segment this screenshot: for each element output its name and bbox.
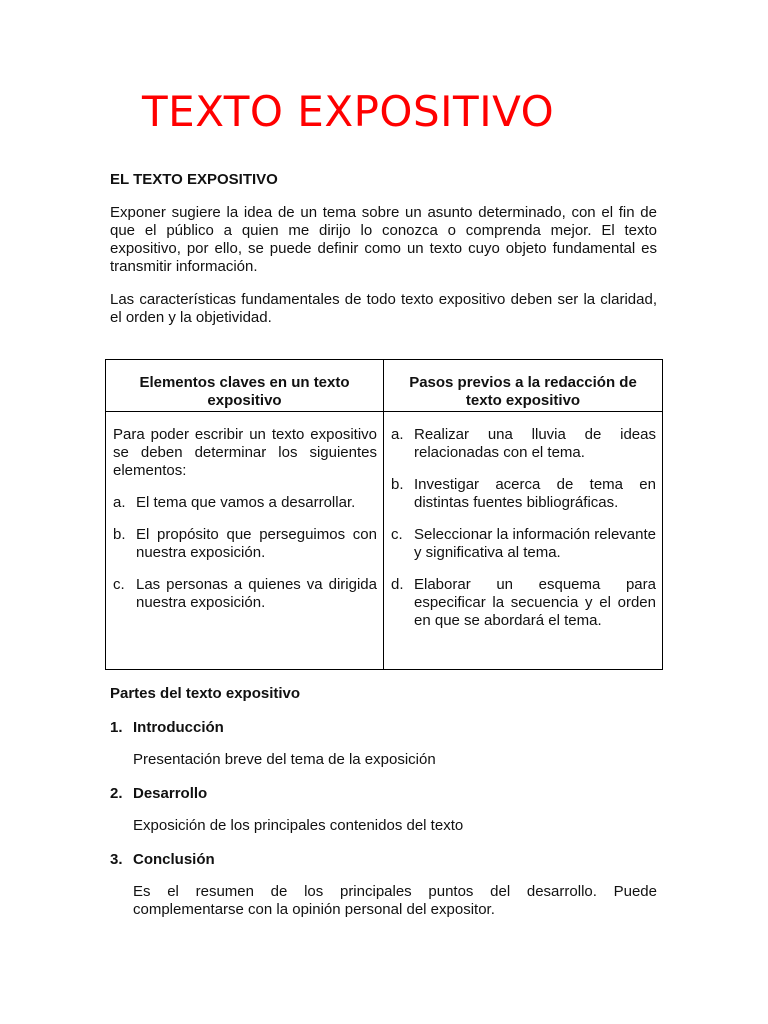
part-3-description: Es el resumen de los principales puntos del desarrollo. Puede complementarse con la opinión personal del expositor.	[133, 883, 657, 918]
parts-heading: Partes del texto expositivo	[110, 685, 301, 702]
document-title: TEXTO EXPOSITIVO	[142, 87, 555, 136]
part-1-description: Presentación breve del tema de la exposición	[133, 751, 436, 768]
section-heading: EL TEXTO EXPOSITIVO	[110, 171, 278, 188]
list-item: d. Elaborar un esquema para especificar la secuencia y el orden en que se abordará el tema.	[391, 576, 656, 629]
list-item: a. Realizar una lluvia de ideas relacionadas con el tema.	[391, 426, 656, 461]
paragraph-2: Las características fundamentales de todo texto expositivo deben ser la claridad, el orden y la objetividad.	[110, 291, 657, 326]
list-item: a. El tema que vamos a desarrollar.	[113, 494, 356, 511]
table-cell-right	[384, 412, 663, 670]
part-1-title: 1. Introducción	[110, 719, 224, 736]
list-item: c. Seleccionar la información relevante y significativa al tema.	[391, 526, 656, 561]
table-cell-left	[106, 412, 384, 670]
list-item: b. Investigar acerca de tema en distintas fuentes bibliográficas.	[391, 476, 656, 511]
table-header-left: Elementos claves en un texto expositivo	[106, 360, 384, 412]
list-item: c. Las personas a quienes va dirigida nuestra exposición.	[113, 576, 377, 611]
table-left-intro: Para poder escribir un texto expositivo se deben determinar los siguientes elementos:	[113, 426, 377, 479]
part-2-title: 2. Desarrollo	[110, 785, 208, 802]
elements-table	[105, 359, 663, 670]
table-header-right: Pasos previos a la redacción de texto expositivo	[384, 360, 663, 412]
part-3-title: 3. Conclusión	[110, 851, 215, 868]
paragraph-1: Exponer sugiere la idea de un tema sobre un asunto determinado, con el fin de que el público a quien me dirijo lo conozca o comprenda mejor. El texto expositivo, por ello, se puede definir como un texto cuyo objeto fundamental es transmitir información.	[110, 204, 657, 275]
part-2-description: Exposición de los principales contenidos del texto	[133, 817, 464, 834]
list-item: b. El propósito que perseguimos con nuestra exposición.	[113, 526, 377, 561]
